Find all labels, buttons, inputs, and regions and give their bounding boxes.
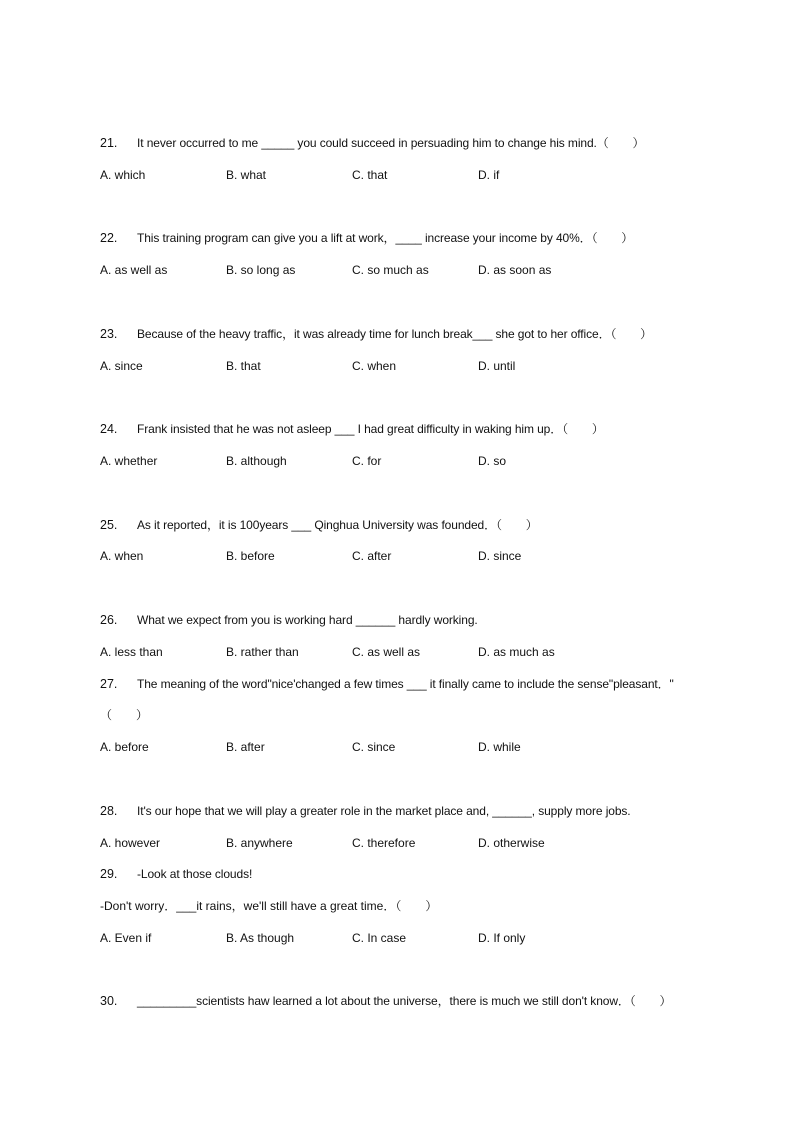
option-a: A. since: [100, 359, 143, 373]
option-c: C. that: [352, 168, 388, 182]
question-number: 22.: [100, 231, 118, 245]
question-stem-continued: （ ）: [100, 708, 149, 722]
option-a: A. however: [100, 836, 161, 850]
option-c: C. In case: [352, 931, 407, 945]
option-d: D. while: [478, 740, 521, 754]
option-b: B. what: [226, 168, 267, 182]
option-c: C. as well as: [352, 645, 421, 659]
question-number: 23.: [100, 327, 118, 341]
option-d: D. since: [478, 549, 522, 563]
question-stem: Frank insisted that he was not asleep ___ I had great difficulty in waking him up．（ ）: [137, 422, 604, 436]
question-number: 27.: [100, 677, 118, 691]
option-d: D. If only: [478, 931, 526, 945]
option-d: D. otherwise: [478, 836, 545, 850]
option-a: A. before: [100, 740, 149, 754]
question-number: 29.: [100, 867, 118, 881]
question-stem: This training program can give you a lift at work，____ increase your income by 40%．（ ）: [137, 231, 634, 245]
option-d: D. so: [478, 454, 507, 468]
option-c: C. since: [352, 740, 396, 754]
question-stem-continued: -Don't worry．___it rains，we'll still have a great time．（ ）: [100, 899, 438, 913]
option-b: B. so long as: [226, 263, 296, 277]
option-c: C. after: [352, 549, 392, 563]
option-a: A. when: [100, 549, 144, 563]
question-stem: Because of the heavy traffic，it was already time for lunch break___ she got to her office．（ ）: [137, 327, 653, 341]
option-b: B. that: [226, 359, 261, 373]
question-number: 30.: [100, 994, 118, 1008]
question-stem: _________scientists haw learned a lot about the universe，there is much we still don't know．（ ）: [137, 994, 672, 1008]
option-b: B. As though: [226, 931, 295, 945]
option-a: A. whether: [100, 454, 158, 468]
question-number: 25.: [100, 518, 118, 532]
question-stem: What we expect from you is working hard ______ hardly working.: [137, 613, 478, 627]
question-number: 26.: [100, 613, 118, 627]
question-number: 21.: [100, 136, 118, 150]
question-stem: -Look at those clouds!: [137, 867, 253, 881]
option-b: B. after: [226, 740, 265, 754]
question-stem: It never occurred to me _____ you could succeed in persuading him to change his mind.（ ）: [137, 136, 645, 150]
option-c: C. therefore: [352, 836, 416, 850]
option-b: B. before: [226, 549, 275, 563]
option-b: B. although: [226, 454, 287, 468]
option-d: D. as much as: [478, 645, 555, 659]
option-a: A. which: [100, 168, 146, 182]
option-d: D. if: [478, 168, 500, 182]
question-number: 24.: [100, 422, 118, 436]
option-c: C. when: [352, 359, 397, 373]
option-d: D. until: [478, 359, 516, 373]
question-number: 28.: [100, 804, 118, 818]
option-b: B. rather than: [226, 645, 299, 659]
option-c: C. so much as: [352, 263, 429, 277]
option-b: B. anywhere: [226, 836, 293, 850]
option-d: D. as soon as: [478, 263, 552, 277]
question-stem: As it reported，it is 100years ___ Qinghua University was founded．（ ）: [137, 518, 538, 532]
question-stem: The meaning of the word"nice'changed a few times ___ it finally came to include the sense"pleasant．": [137, 677, 674, 691]
option-c: C. for: [352, 454, 382, 468]
question-stem: It's our hope that we will play a greater role in the market place and, ______, supply more jobs.: [137, 804, 631, 818]
option-a: A. as well as: [100, 263, 168, 277]
option-a: A. less than: [100, 645, 163, 659]
option-a: A. Even if: [100, 931, 152, 945]
